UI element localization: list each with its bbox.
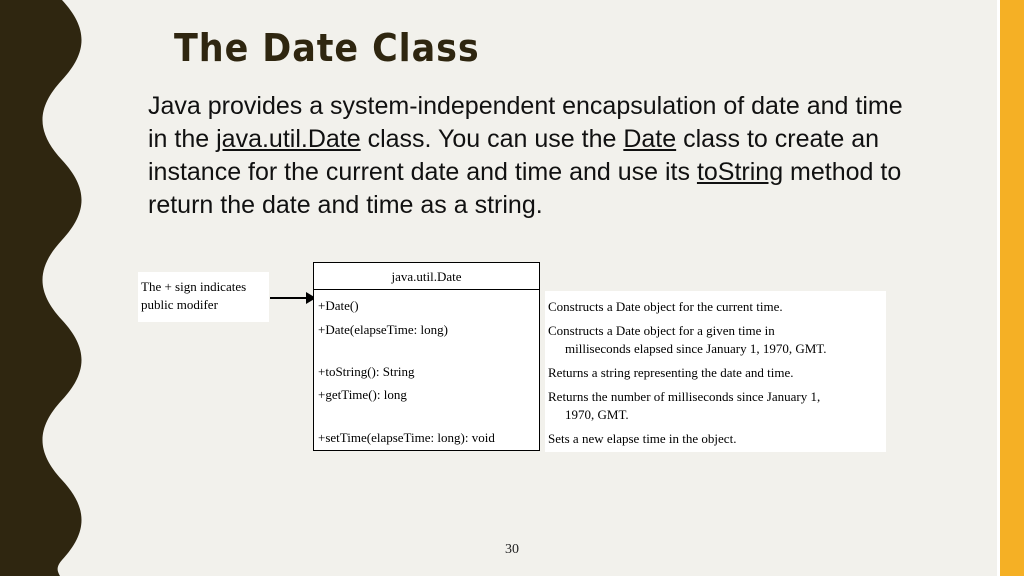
arrow-right-icon [270, 290, 316, 306]
decorative-wavy-band [0, 0, 110, 576]
page-number: 30 [505, 542, 519, 557]
description-line: milliseconds elapsed since January 1, 1970, GMT. [565, 341, 827, 356]
uml-method: +getTime(): long [318, 387, 407, 402]
uml-method: +toString(): String [318, 364, 415, 379]
method-description [548, 298, 884, 316]
uml-method: +setTime(elapseTime: long): void [318, 430, 495, 445]
description-line: Constructs a Date object for a given time in [548, 323, 775, 338]
method-description [548, 364, 884, 382]
slide-title: The Date Class [174, 26, 480, 70]
java-util-date-link[interactable]: java.util.Date [216, 125, 361, 153]
uml-method: +Date() [318, 298, 359, 313]
slide-body-text [148, 90, 928, 222]
uml-class-name: java.util.Date [314, 263, 539, 290]
body-text-part: Java provides a system-independent encapsulation of date and time in the [148, 92, 903, 153]
public-sign-note: The + sign indicates public modifer [138, 272, 269, 322]
description-line: Returns a string representing the date and time. [548, 365, 794, 380]
method-description [548, 388, 884, 424]
tostring-link[interactable]: toString [696, 158, 784, 186]
body-text-part: class to create an instance for the current date and time and use its [148, 125, 880, 186]
body-text-part: method to return the date and time as a string. [148, 158, 902, 219]
method-description [548, 322, 884, 358]
description-line: Constructs a Date object for the current time. [548, 299, 783, 314]
body-text-part: class. You can use the [360, 125, 624, 153]
right-accent-stripe [1000, 0, 1024, 576]
method-descriptions [545, 291, 886, 452]
uml-method: +Date(elapseTime: long) [318, 322, 448, 337]
description-line: Sets a new elapse time in the object. [548, 431, 737, 446]
method-description [548, 430, 884, 448]
date-link[interactable]: Date [623, 125, 677, 153]
uml-class-diagram [313, 262, 540, 451]
description-line: Returns the number of milliseconds since January 1, [548, 389, 821, 404]
description-line: 1970, GMT. [565, 407, 629, 422]
